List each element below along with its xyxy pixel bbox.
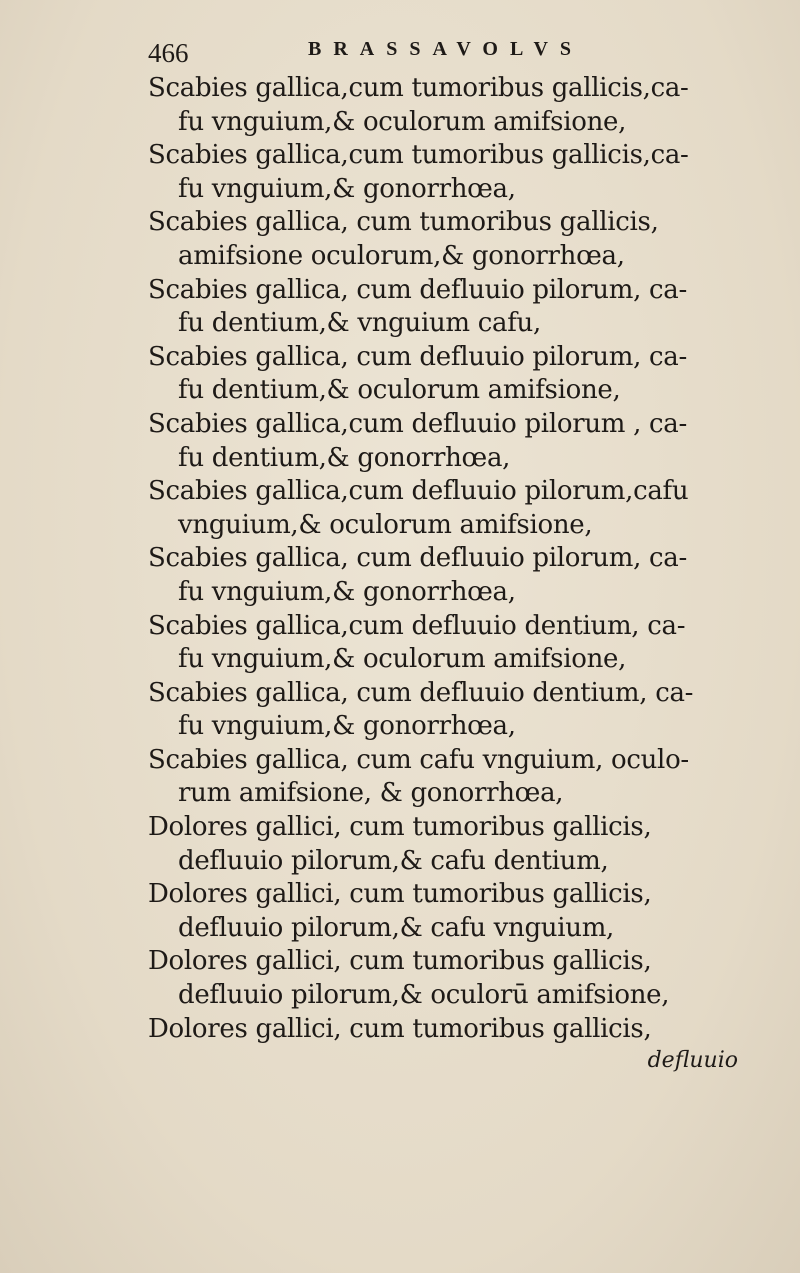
text-line: defluuio pilorum,& cafu dentium, (178, 845, 609, 876)
text-line: Scabies gallica, cum defluuio pilorum, ca- (148, 543, 687, 574)
text-line: fu vnguium,& oculorum amifsione, (178, 644, 627, 675)
text-line: fu vnguium,& oculorum amifsione, (178, 106, 627, 137)
text-line: Dolores gallici, cum tumoribus gallicis, (148, 1013, 652, 1044)
text-line: fu vnguium,& gonorrhœa, (178, 173, 516, 204)
text-line: Scabies gallica,cum tumoribus gallicis,ca- (148, 73, 689, 103)
text-line: fu dentium,& gonorrhœa, (178, 442, 511, 473)
page-number: 466 (148, 38, 189, 68)
text-line: Scabies gallica, cum defluuio pilorum, ca- (148, 341, 687, 372)
text-line: Scabies gallica, cum defluuio dentium, ca- (148, 677, 694, 708)
catchword: defluuio (647, 1048, 738, 1074)
text-line: Scabies gallica, cum tumoribus gallicis, (148, 207, 659, 238)
page-header (148, 30, 650, 70)
text-line: Dolores gallici, cum tumoribus gallicis, (148, 879, 652, 910)
text-line: fu vnguium,& gonorrhœa, (178, 711, 516, 742)
text-line: rum amifsione, & gonorrhœa, (178, 778, 564, 809)
text-line: Dolores gallici, cum tumoribus gallicis, (148, 812, 652, 843)
text-line: fu vnguium,& gonorrhœa, (178, 576, 516, 607)
text-line: Scabies gallica,cum defluuio pilorum , ca- (148, 408, 687, 439)
text-line: vnguium,& oculorum amifsione, (178, 509, 593, 540)
text-line: Scabies gallica,cum defluuio pilorum,cafu (148, 476, 689, 507)
text-line: fu dentium,& oculorum amifsione, (178, 375, 621, 406)
text-line: Scabies gallica,cum tumoribus gallicis,ca- (148, 140, 689, 171)
text-line: Scabies gallica,cum defluuio dentium, ca- (148, 610, 686, 641)
text-line: defluuio pilorum,& cafu vnguium, (178, 912, 615, 943)
text-line: Dolores gallici, cum tumoribus gallicis, (148, 946, 652, 977)
text-line: Scabies gallica, cum cafu vnguium, oculo- (148, 744, 689, 775)
running-head: BRASSAVOLVS (308, 38, 584, 60)
text-line: amifsione oculorum,& gonorrhœa, (178, 240, 625, 271)
text-line: Scabies gallica, cum defluuio pilorum, ca- (148, 274, 687, 305)
text-block (148, 72, 788, 1076)
text-line: defluuio pilorum,& oculorū amifsione, (178, 980, 670, 1011)
text-line: fu dentium,& vnguium cafu, (178, 308, 541, 339)
